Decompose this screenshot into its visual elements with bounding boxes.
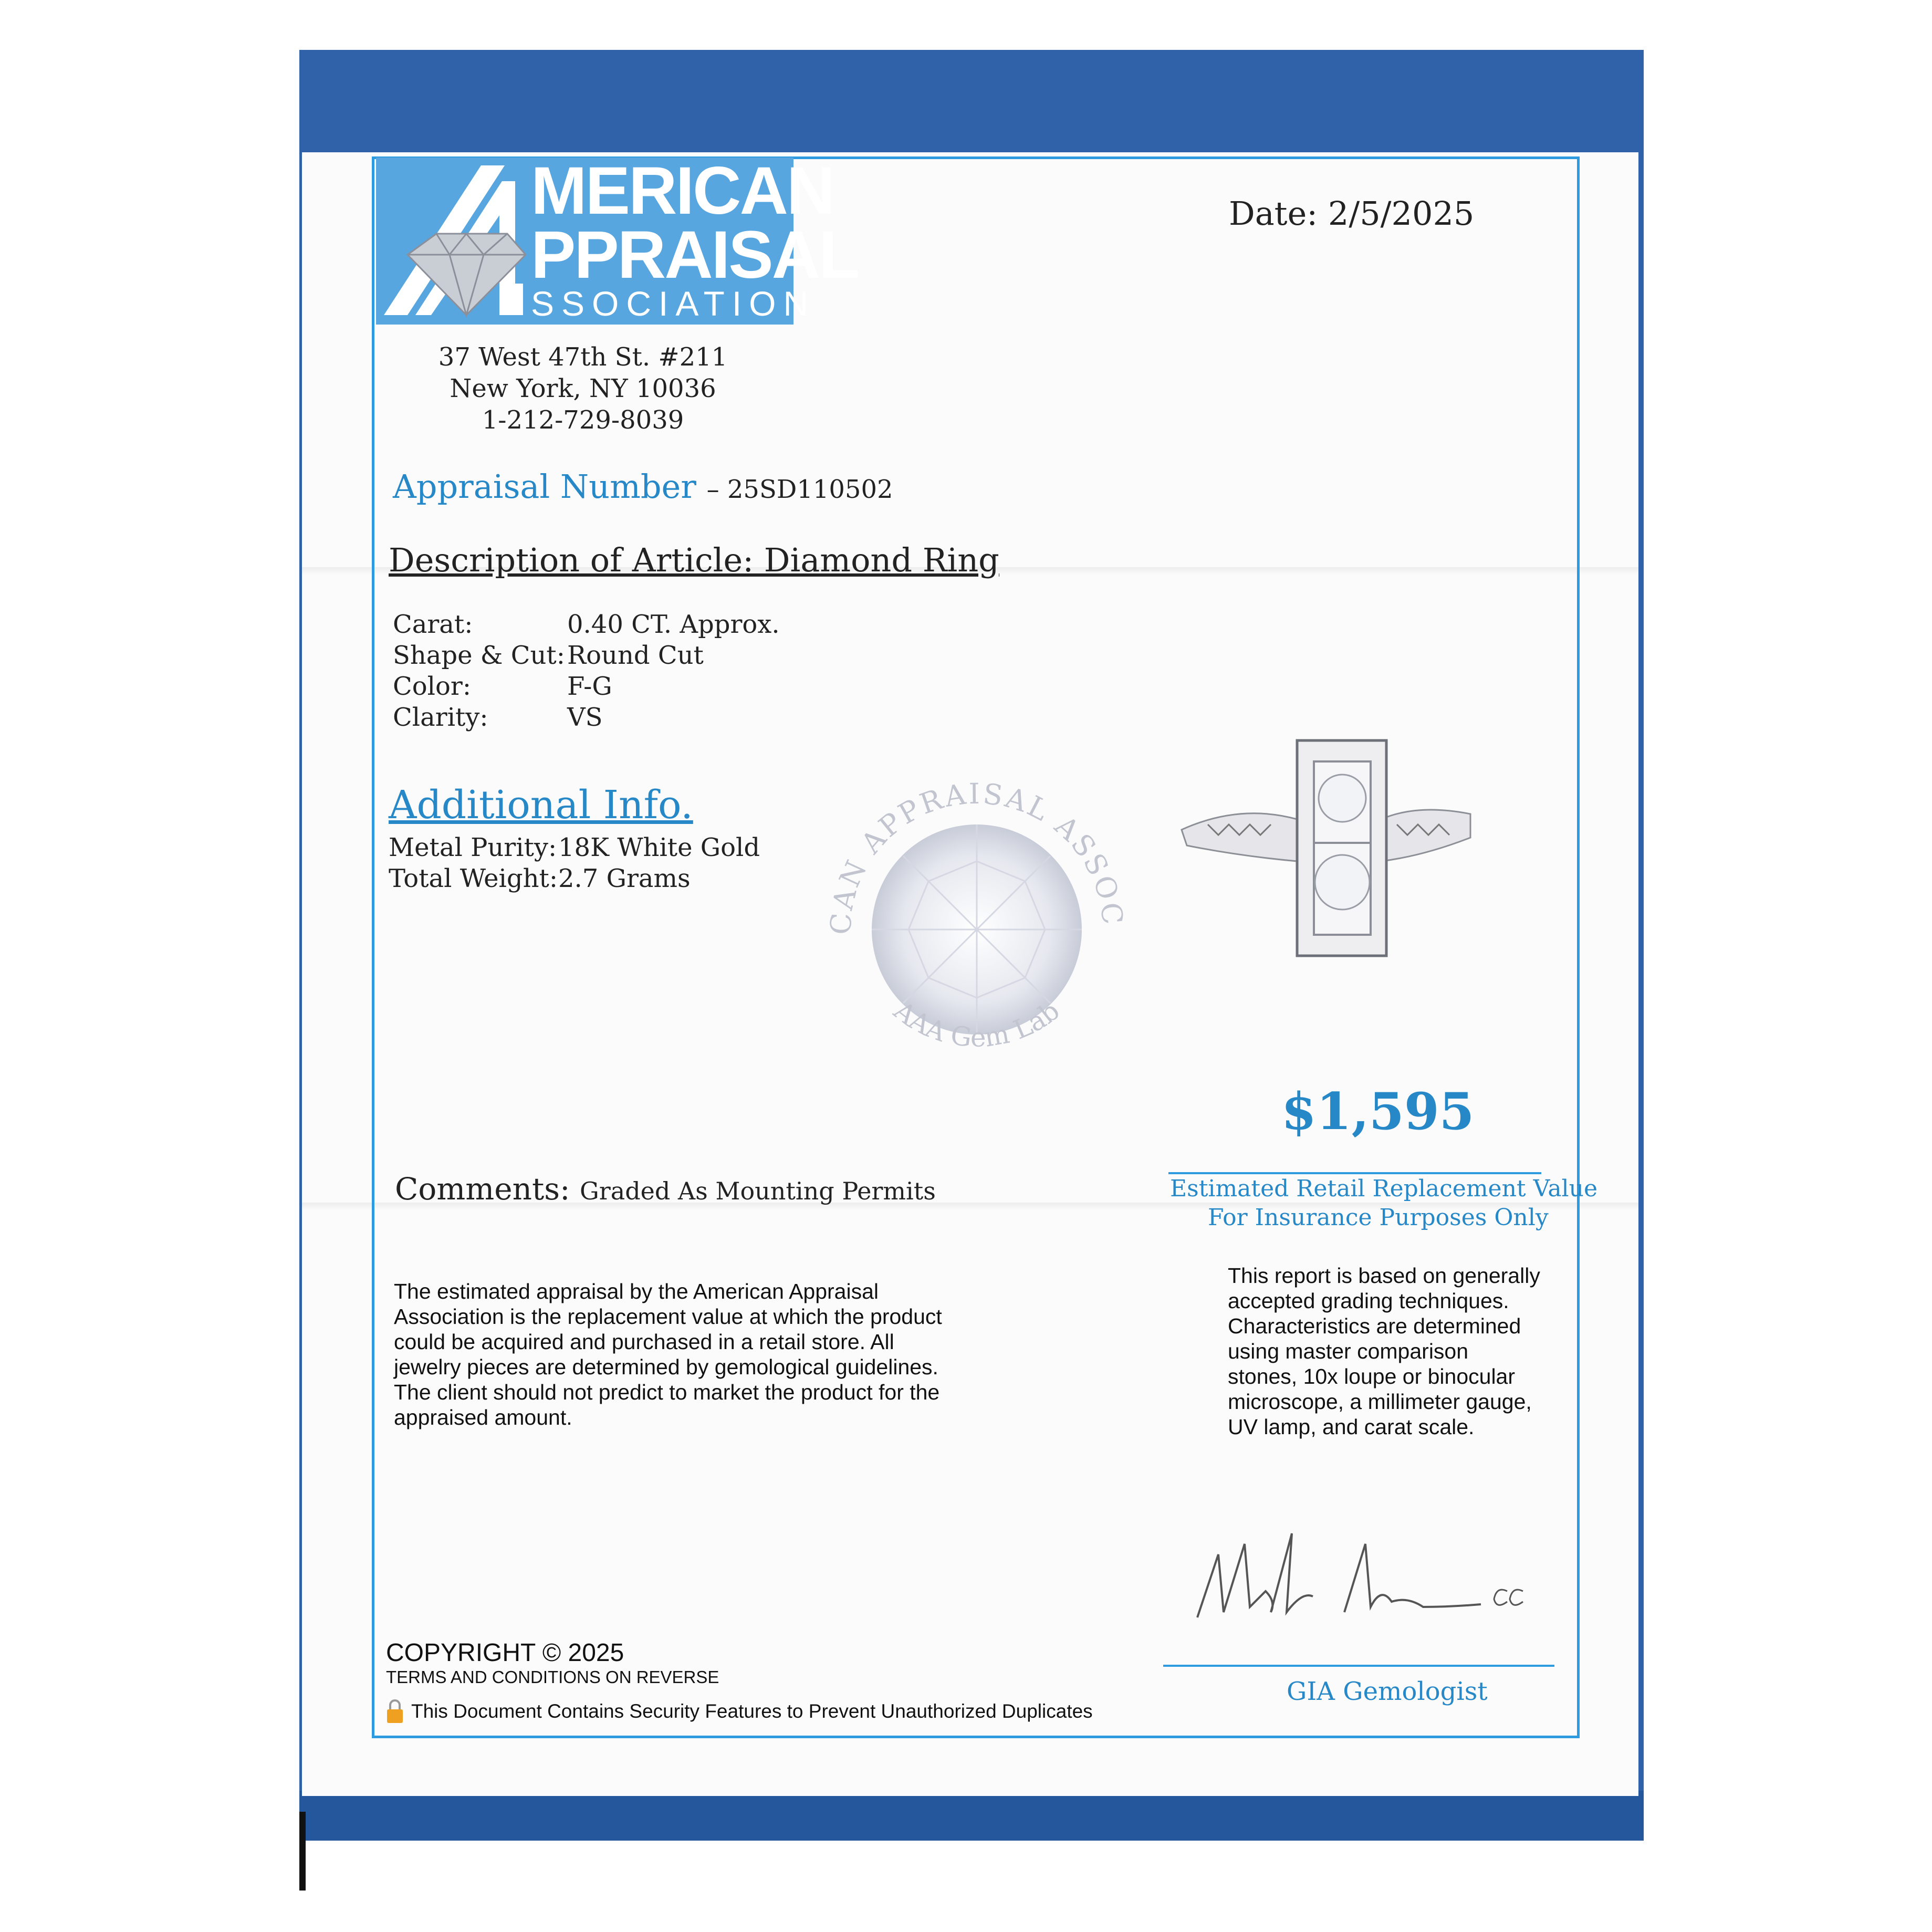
spec-row-color (393, 671, 780, 702)
security-note (386, 1699, 1093, 1724)
comments-value: Graded As Mounting Permits (580, 1177, 936, 1205)
spec-label: Color: (393, 672, 471, 701)
seal-arc-text: CAN APPRAISAL ASSOC (824, 777, 1130, 936)
copyright: COPYRIGHT © 2025 (386, 1639, 624, 1667)
gem-lab-seal (819, 772, 1134, 1089)
comments (395, 1171, 936, 1207)
gemologist-signature (1187, 1512, 1544, 1635)
address-phone: 1-212-729-8039 (482, 405, 684, 435)
logo-line-ppraisal: PPRAISAL (531, 217, 859, 293)
appraisal-number-label: Appraisal Number (393, 467, 696, 506)
spec-label: Carat: (393, 610, 473, 639)
insurance-label: For Insurance Purposes Only (1208, 1204, 1549, 1231)
security-text: This Document Contains Security Features to Prevent Unauthorized Duplicates (411, 1700, 1093, 1722)
terms-note: TERMS AND CONDITIONS ON REVERSE (386, 1667, 719, 1687)
spec-label: Shape & Cut: (393, 641, 565, 670)
seal-bottom-text: AAA Gem Lab (888, 995, 1066, 1053)
logo-line-merican: MERICAN (531, 153, 834, 228)
gemologist-title: GIA Gemologist (1287, 1677, 1488, 1706)
estimate-label: Estimated Retail Replacement Value (1170, 1175, 1597, 1202)
spec-value: VS (567, 703, 603, 732)
price-divider (1168, 1172, 1541, 1174)
folder-spine (299, 1812, 306, 1891)
spec-value: 0.40 CT. Approx. (567, 610, 780, 639)
info-value: 18K White Gold (558, 833, 760, 862)
appraisal-date: Date: 2/5/2025 (1229, 194, 1475, 233)
info-value: 2.7 Grams (558, 864, 691, 893)
article-description: Description of Article: Diamond Ring (389, 541, 999, 579)
appraisal-disclaimer: The estimated appraisal by the American Appraisal Association is the replacement value at which the product could be acquired and purchased in a retail store. All jewelry pieces are determined by gemological guidelines. The client should not predict to market the product for the appraised amount. (394, 1279, 942, 1429)
american-appraisal-association-logo (376, 153, 859, 325)
comments-label: Comments: (395, 1171, 570, 1207)
spec-row-carat (393, 609, 780, 640)
spec-value: F-G (567, 672, 612, 701)
signature-line (1163, 1665, 1554, 1667)
address-city: New York, NY 10036 (450, 374, 716, 403)
diamond-specs (393, 609, 780, 733)
spec-value: Round Cut (567, 641, 704, 670)
info-label: Total Weight: (389, 864, 558, 893)
lock-icon (386, 1699, 404, 1724)
address-street: 37 West 47th St. #211 (438, 342, 728, 372)
folder-bottom-band (299, 1791, 1644, 1841)
metal-purity-row (389, 832, 760, 863)
logo-line-ssociation: SSOCIATION (531, 284, 816, 323)
additional-info-title: Additional Info. (389, 782, 693, 828)
appraised-price: $1,595 (1281, 1082, 1475, 1141)
appraisal-number (393, 467, 893, 506)
spec-label: Clarity: (393, 703, 488, 732)
info-label: Metal Purity: (389, 833, 557, 862)
address-block (399, 341, 767, 436)
diamond-ring-photo (1176, 725, 1481, 979)
spec-row-clarity (393, 702, 780, 733)
grading-report-note: This report is based on generally accepted grading techniques. Characteristics are determined using master comparison stones, 10x loupe or binocular microscope, a millimeter gauge, UV lamp, and carat scale. (1228, 1263, 1540, 1439)
additional-info-rows (389, 832, 760, 894)
appraisal-number-value: – 25SD110502 (706, 475, 893, 504)
total-weight-row (389, 863, 760, 894)
spec-row-shape (393, 640, 780, 671)
